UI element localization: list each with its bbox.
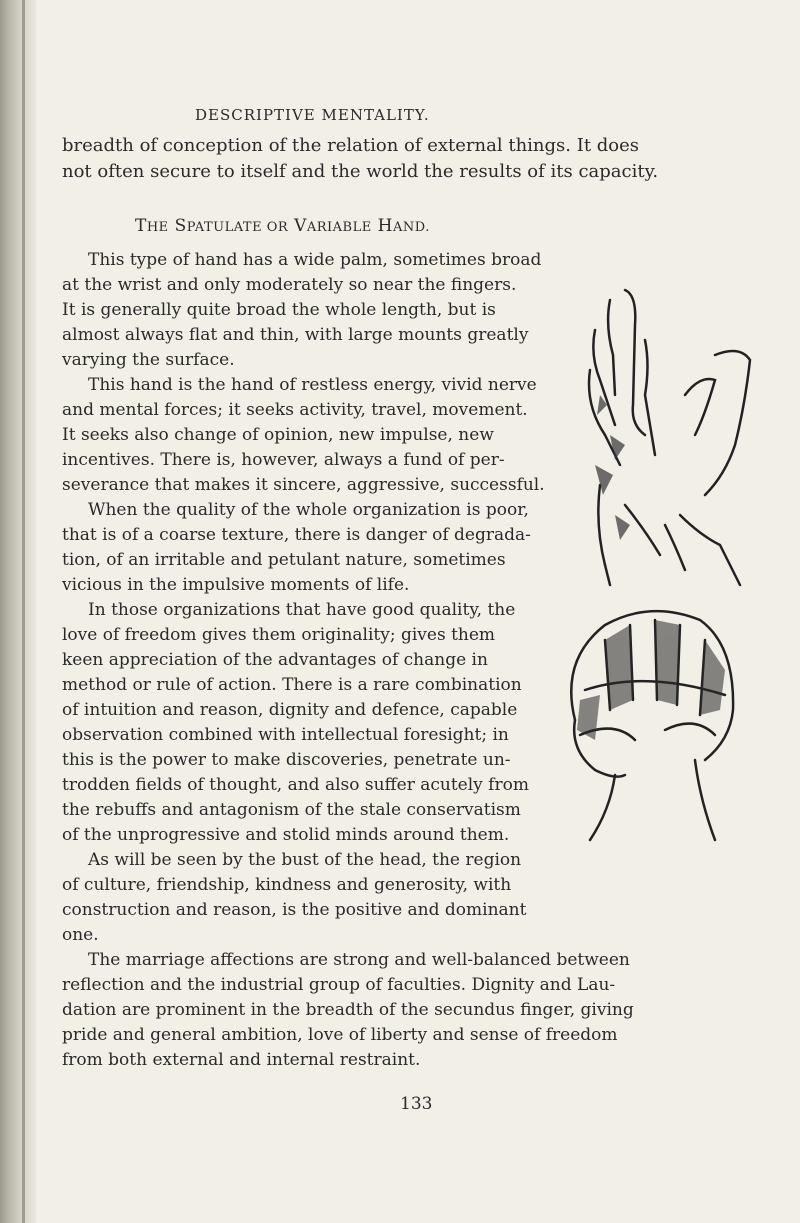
text-line: this is the power to make discoveries, penetrate un- xyxy=(62,750,511,770)
book-gutter-line xyxy=(22,0,25,1223)
text-line: from both external and internal restraint. xyxy=(62,1050,421,1070)
text-line: and mental forces; it seeks activity, travel, movement. xyxy=(62,400,528,420)
text-line: that is of a coarse texture, there is danger of degrada- xyxy=(62,525,531,545)
text-line: method or rule of action. There is a rare combination xyxy=(62,675,522,695)
running-header: DESCRIPTIVE MENTALITY. xyxy=(195,106,430,124)
text-line: This type of hand has a wide palm, sometimes broad xyxy=(88,250,542,270)
text-line: observation combined with intellectual foresight; in xyxy=(62,725,509,745)
text-line: not often secure to itself and the world the results of its capacity. xyxy=(62,161,659,182)
text-line: This hand is the hand of restless energy, vivid nerve xyxy=(88,375,537,395)
text-line: When the quality of the whole organization is poor, xyxy=(88,500,529,520)
text-line: reflection and the industrial group of faculties. Dignity and Lau- xyxy=(62,975,616,995)
text-line: pride and general ambition, love of liberty and sense of freedom xyxy=(62,1025,618,1045)
text-line: The marriage affections are strong and well-balanced between xyxy=(88,950,630,970)
text-line: construction and reason, is the positive and dominant xyxy=(62,900,527,920)
intro-paragraph xyxy=(62,133,658,185)
text-line: In those organizations that have good quality, the xyxy=(88,600,516,620)
text-line: vicious in the impulsive moments of life. xyxy=(62,575,410,595)
text-line: breadth of conception of the relation of external things. It does xyxy=(62,135,640,156)
closing-paragraph xyxy=(62,948,634,1073)
spatulate-hand-illustration xyxy=(585,285,760,590)
text-line: severance that makes it sincere, aggressive, successful. xyxy=(62,475,545,495)
text-line: love of freedom gives them originality; gives them xyxy=(62,625,496,645)
section-title: THE SPATULATE OR VARIABLE HAND. xyxy=(135,216,430,236)
body-paragraph xyxy=(62,248,545,948)
text-line: one. xyxy=(62,925,99,945)
text-line: tion, of an irritable and petulant nature, sometimes xyxy=(62,550,506,570)
text-line: dation are prominent in the breadth of the secundus finger, giving xyxy=(62,1000,634,1020)
text-line: almost always flat and thin, with large mounts greatly xyxy=(62,325,529,345)
text-line: trodden fields of thought, and also suffer acutely from xyxy=(62,775,529,795)
text-line: It seeks also change of opinion, new impulse, new xyxy=(62,425,494,445)
head-bust-illustration xyxy=(555,600,740,845)
text-line: the rebuffs and antagonism of the stale conservatism xyxy=(62,800,521,820)
text-line: at the wrist and only moderately so near the fingers. xyxy=(62,275,517,295)
text-line: incentives. There is, however, always a fund of per- xyxy=(62,450,505,470)
text-line: of the unprogressive and stolid minds around them. xyxy=(62,825,510,845)
text-line: As will be seen by the bust of the head, the region xyxy=(88,850,522,870)
text-line: keen appreciation of the advantages of change in xyxy=(62,650,488,670)
page-number: 133 xyxy=(400,1094,433,1114)
text-line: varying the surface. xyxy=(62,350,235,370)
text-line: of culture, friendship, kindness and generosity, with xyxy=(62,875,512,895)
text-line: It is generally quite broad the whole length, but is xyxy=(62,300,496,320)
book-spine-shadow xyxy=(0,0,36,1223)
text-line: of intuition and reason, dignity and defence, capable xyxy=(62,700,518,720)
